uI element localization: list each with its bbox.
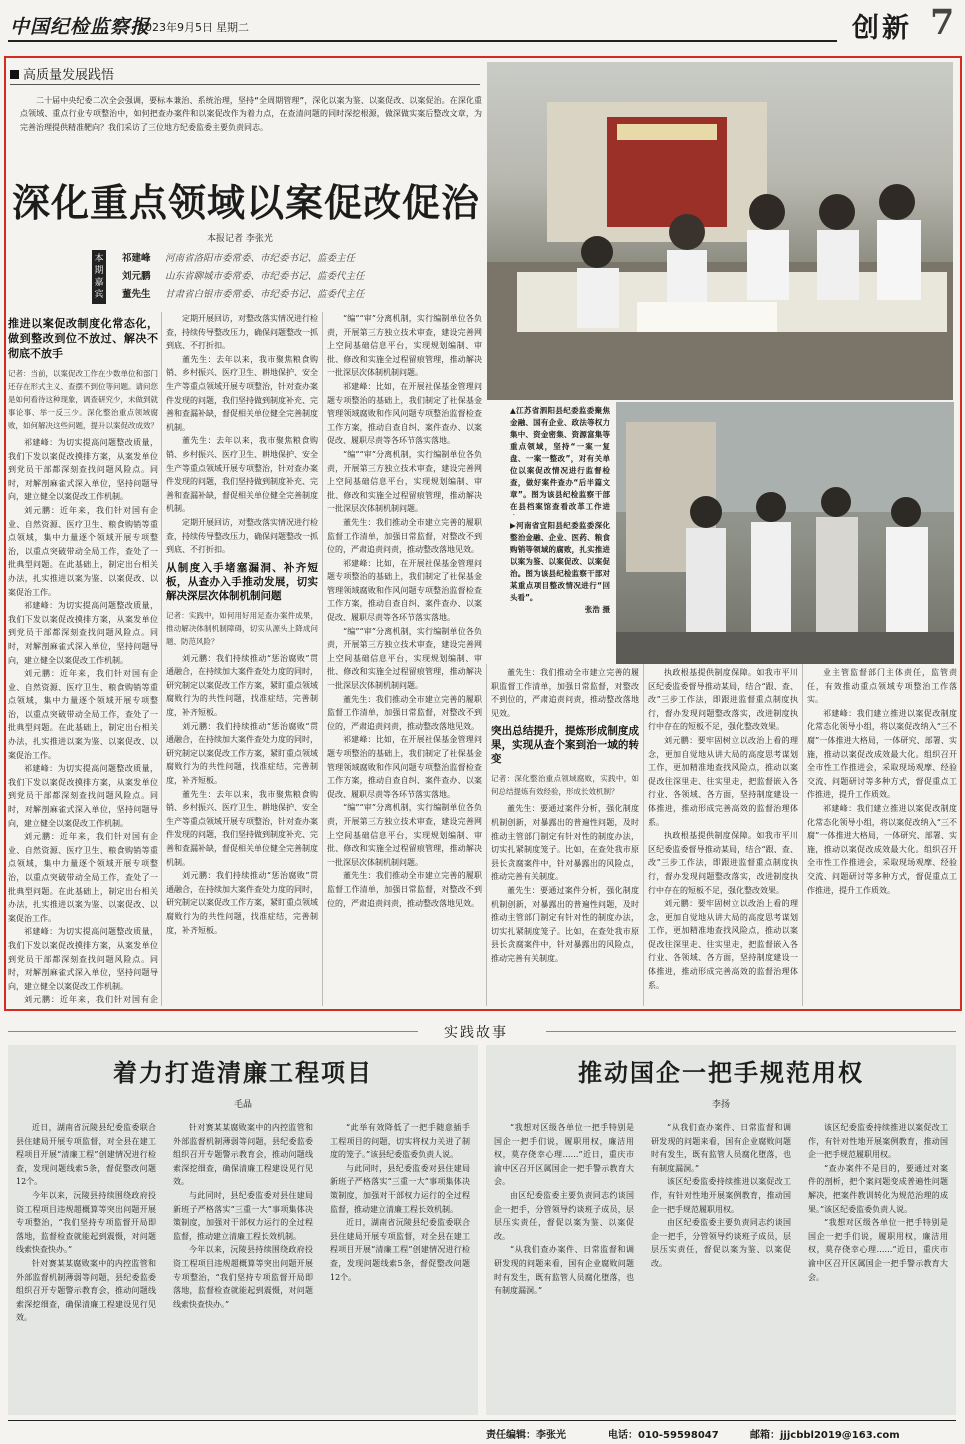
masthead — [0, 0, 965, 48]
column-divider — [802, 664, 803, 1006]
photo-caption-1: ▲江苏省泗阳县纪委监委聚焦金融、国有企业、政法等权力集中、资金密集、资源富集等重点领域，坚持“一案一复盘、一案一整改”，对有关单位以案促改情况进行监督检查，做好案件查办“后半篇文章”。图为该县纪检监察干部在县档案馆查看改革工作进 — [510, 406, 610, 511]
subhead-1: 推进以案促改制度化常态化，做到整改到位不放过、解决不彻底不放手 — [8, 317, 158, 360]
story-2 — [486, 1045, 956, 1415]
story-2-col-1: “我想对区级各单位一把手特别是国企一把手们说，履职用权，廉洁用权，莫存侥幸心理……”近日，重庆市渝中区召开区属国企一把手警示教育大会。 由区纪委监委主要负责同志约谈国企一把手，分管领导约谈班子成员，层层压实责任，督促以案为鉴、以案促改。 “从我们查办案件、日常监督和调研发现的问题来看，国有企业腐败问题时有发生，既有监管人员腐化堕落，也有制度漏洞。” — [494, 1123, 634, 1296]
feature-column-1: 推进以案促改制度化常态化，做到整改到位不放过、解决不彻底不放手 记者：当前，以案促改工作在少数单位和部门还存在形式主义、查摆不到位等问题。请问您是如何看待这种现象，调查研究少，未做到就事论事、举一反三少。深化整治重点领域腐败，如何解决这些问题，提升以案促改成效？ 祁建峰：为切实提高问题整改质量，我们下发以案促改摸排方案，从案发单位到党员干部都深刻查找问题风险点。同时，对解剖麻雀式深入单位，坚持问题导向，建立健全以案促改工作机制。 刘元鹏：近年来，我们针对国有企业、自然资源、医疗卫生、粮食购销等重点领域，集中力量逐个领域开展专项整治，以重点突破带动全局工作，查处了一批典型问题。在此基础上，制定出台相关办法，扎实推进以案为鉴、以案促改、以案促治工作。 祁建峰：为切实提高问题整改质量，我们下发以案促改摸排方案，从案发单位到党员干部都深刻查找问题风险点。同时，对解剖麻雀式深入单位，坚持问题导向，建立健全以案促改工作机制。 刘元鹏：近年来，我们针对国有企业、自然资源、医疗卫生、粮食购销等重点领域，集中力量逐个领域开展专项整治，以重点突破带动全局工作，查处了一批典型问题。在此基础上，制定出台相关办法，扎实推进以案为鉴、以案促改、以案促治工作。 祁建峰：为切实提高问题整改质量，我们下发以案促改摸排方案，从案发单位到党员干部都深刻查找问题风险点。同时，对解剖麻雀式深入单位，坚持问题导向，建立健全以案促改工作机制。 刘元鹏：近年来，我们针对国有企业、自然资源、医疗卫生、粮食购销等重点领域，集中力量逐个领域开展专项整治，以重点突破带动全局工作，查处了一批典型问题。在此基础上，制定出台相关办法，扎实推进以案为鉴、以案促改、以案促治工作。 祁建峰：为切实提高问题整改质量，我们下发以案促改摸排方案，从案发单位到党员干部都深刻查找问题风险点。同时，对解剖麻雀式深入单位，坚持问题导向，建立健全以案促改工作机制。 刘元鹏：近年来，我们针对国有企 — [8, 317, 158, 1005]
section-name: 创新 — [852, 13, 912, 44]
feature-column-6: 业主管监督部门主体责任，监管责任，有效推动重点领域专项整治工作落实。 祁建峰：我们建立推进以案促改制度化常态化领导小组，将以案促改纳入“三不腐”一体推进大格局，一体研究、部署、实施，推动以案促改成效最大化。组织召开全市性工作推进会，采取现场观摩、经验交流、问题研讨等多种方式，督促重点工作推进，提升工作质效。 祁建峰：我们建立推进以案促改制度化常态化领导小组，将以案促改纳入“三不腐”一体推进大格局，一体研究、部署、实施，推动以案促改成效最大化。组织召开全市性工作推进会，采取现场观摩、经验交流、问题研讨等多种方式，督促重点工作推进，提升工作质效。 — [807, 668, 957, 895]
photo-site-visit-illustration — [616, 402, 954, 664]
feature-column-3: “编”“审”分离机制，实行编制单位各负责，开展第三方独立技术审查，建设完善网上空间基础信息平台，实现规划编制、审批、修改和实施全过程留痕管理，推动解决一批深层次体制机制问题。 祁建峰：比如，在开展社保基金管理问题专项整治的基础上，我们制定了社保基金管理领域腐败和作风问题专项整治监督检查工作方案，推动自查自纠、案件查办、以案促改、履职尽责等各环节落实落地。 “编”“审”分离机制，实行编制单位各负责，开展第三方独立技术审查，建设完善网上空间基础信息平台，实现规划编制、审批、修改和实施全过程留痕管理，推动解决一批深层次体制机制问题。 董先生：我们推动全市建立完善的履职监督工作清单，加强日常监督，对整改不到位的，严肃追责问责，推动整改落地见效。 祁建峰：比如，在开展社保基金管理问题专项整治的基础上，我们制定了社保基金管理领域腐败和作风问题专项整治监督检查工作方案，推动自查自纠、案件查办、以案促改、履职尽责等各环节落实落地。 “编”“审”分离机制，实行编制单位各负责，开展第三方独立技术审查，建设完善网上空间基础信息平台，实现规划编制、审批、修改和实施全过程留痕管理，推动解决一批深层次体制机制问题。 董先生：我们推动全市建立完善的履职监督工作清单，加强日常监督，对整改不到位的，严肃追责问责，推动整改落地见效。 祁建峰：比如，在开展社保基金管理问题专项整治的基础上，我们制定了社保基金管理领域腐败和作风问题专项整治监督检查工作方案，推动自查自纠、案件查办、以案促改、履职尽责等各环节落实落地。 “编”“审”分离机制，实行编制单位各负责，开展第三方独立技术审查，建设完善网上空间基础信息平台，实现规划编制、审批、修改和实施全过程留痕管理，推动解决一批深层次体制机制问题。 董先生：我们推动全市建立完善的履职监督工作清单，加强日常监督，对整改不到位的，严肃追责问责，推动整改落地见效。 — [327, 314, 482, 908]
guest-label: 本期嘉宾 — [92, 250, 106, 304]
story-1-title: 着力打造清廉工程项目 — [113, 1058, 373, 1087]
subhead-2: 从制度入手堵塞漏洞、补齐短板，从查办入手推动发展，切实解决深层次体制机制问题 — [166, 561, 318, 602]
guest-list — [122, 250, 462, 304]
story-1-col-1: 近日，湖南省沅陵县纪委监委联合县住建局开展专项监督，对全县在建工程项目开展“清廉工程”创建情况进行检查，发现问题线索5条，督促整改问题12个。 今年以来，沅陵县持续围绕政府投资工程项目违规超概算等突出问题开展专项整治，“我们坚持专项监督开局即落地，监督检查就能起到震慑，对问题线索快查快办。” 针对赛某某腐败案中的内控监管和外部监督机制薄弱等问题，县纪委监委组织召开专题警示教育会，推动问题线索深挖细查，确保清廉工程建设见行见效。 — [16, 1123, 156, 1323]
issue-weekday: 星期二 — [216, 21, 249, 34]
feature-column-2: 定期开展回访，对整改落实情况进行检查，持续传导整改压力，确保问题整改一抓到底、不打折扣。 董先生：去年以来，我市聚焦粮食购销、乡村振兴、医疗卫生、耕地保护、安全生产等重点领域开展专项整治，针对查办案件发现的问题，我们坚持做到制度补充、完善和查漏补缺，督促相关单位健全完善制度机制。 董先生：去年以来，我市聚焦粮食购销、乡村振兴、医疗卫生、耕地保护、安全生产等重点领域开展专项整治，针对查办案件发现的问题，我们坚持做到制度补充、完善和查漏补缺，督促相关单位健全完善制度机制。 定期开展回访，对整改落实情况进行检查，持续传导整改压力，确保问题整改一抓到底、不打折扣。 从制度入手堵塞漏洞、补齐短板，从查办入手推动发展，切实解决深层次体制机制问题 记者：实践中，如何用好用足查办案件成果，推动解决体制机制障碍，切实从源头上降成问题、防范风险？ 刘元鹏：我们持续推动“惩治腐败”贯通融合，在持续加大案件查处力度的同时，研究制定以案促改工作方案，紧盯重点领域腐败行为的共性问题，找准症结，完善制度，补齐短板。 刘元鹏：我们持续推动“惩治腐败”贯通融合，在持续加大案件查处力度的同时，研究制定以案促改工作方案，紧盯重点领域腐败行为的共性问题，找准症结，完善制度，补齐短板。 董先生：去年以来，我市聚焦粮食购销、乡村振兴、医疗卫生、耕地保护、安全生产等重点领域开展专项整治，针对查办案件发现的问题，我们坚持做到制度补充、完善和查漏补缺，督促相关单位健全完善制度机制。 刘元鹏：我们持续推动“惩治腐败”贯通融合，在持续加大案件查处力度的同时，研究制定以案促改工作方案，紧盯重点领域腐败行为的共性问题，找准症结，完善制度，补齐短板。 — [166, 314, 318, 935]
feature-column-5: 执政根基提供制度保障。如我市平川区纪委监委督导推动某局，结合“跟、查、改”三步工作法，即跟进监督重点制度执行，督办发现问题整改落实，改进制度执行中存在的短板不足，强化整改效果。 刘元鹏：要牢固树立以改治上看的理念，更加自觉地从讲大局的高度思考谋划工作，更加精准地查找风险点，推动以案促改往深里走、往实里走，把监督嵌入各行业、各领域、各方面，坚持制度建设一体推进，推动形成完善高效的监督治理体系。 执政根基提供制度保障。如我市平川区纪委监委督导推动某局，结合“跟、查、改”三步工作法，即跟进监督重点制度执行，督办发现问题整改落实，改进制度执行中存在的短板不足，强化整改效果。 刘元鹏：要牢固树立以改治上看的理念，更加自觉地从讲大局的高度思考谋划工作，更加精准地查找风险点，推动以案促改往深里走、往实里走，把监督嵌入各行业、各领域、各方面，坚持制度建设一体推进，推动形成完善高效的监督治理体系。 — [648, 668, 798, 990]
story-2-author: 李扬 — [711, 1100, 730, 1110]
feature-byline: 本报记者 李张光 — [207, 234, 273, 244]
column-rule — [10, 84, 480, 85]
feature-title: 深化重点领域以案促改促治 — [12, 180, 481, 225]
column-divider — [161, 312, 162, 1006]
column-divider — [643, 664, 644, 1006]
band-label: 实践故事 — [444, 1025, 508, 1041]
story-2-col-3: 该区纪委监委持续推进以案促改工作，有针对性地开展案例教育，推动国企一把手规范履职用权。 “查办案件不是目的，要通过对案件的剖析，把个案问题变成普遍性问题解决，把案件教训转化为规范治理的成果。”该区纪委监委负责人说。 “我想对区级各单位一把手特别是国企一把手们说，履职用权，廉洁用权，莫存侥幸心理……”近日，重庆市渝中区召开区属国企一把手警示教育大会。 — [808, 1123, 948, 1282]
page-number: 7 — [930, 2, 955, 43]
practice-band — [0, 1018, 965, 1042]
story-1-author: 毛晶 — [233, 1100, 252, 1110]
footer-email: 邮箱：jjjcbbl2019@163.com — [750, 1430, 900, 1441]
story-1-col-3: “此举有效降低了一把手随意插手工程项目的问题，切实将权力关进了制度的笼子。”该县纪委监委负责人说。 与此同时，县纪委监委对县住建局新班子严格落实“三重一大”事项集体决策制度，加强对干部权力运行的全过程监督，推动建立清廉工程长效机制。 近日，湖南省沅陵县纪委监委联合县住建局开展专项监督，对全县在建工程项目开展“清廉工程”创建情况进行检查，发现问题线索5条，督促整改问题12个。 — [330, 1123, 470, 1282]
band-rule-right — [546, 1031, 956, 1032]
feature-column-4: 董先生：我们推动全市建立完善的履职监督工作清单，加强日常监督，对整改不到位的，严肃追责问责，推动整改落地见效。 突出总结提升，提炼形成制度成果，实现从查个案到治一域的转变 记者：深化整治重点领域腐败，实践中，如何总结提炼有效经验，形成长效机制？ 董先生：要通过案件分析，强化制度机制创新，对暴露出的普遍性问题，及时推动主管部门制定有针对性的制度办法，切实扎紧制度笼子。比如，在查处我市原县长贪腐案件中，针对暴露出的风险点，推动完善有关制度。 董先生：要通过案件分析，强化制度机制创新，对暴露出的普遍性问题，及时推动主管部门制定有针对性的制度办法，切实扎紧制度笼子。比如，在查处我市原县长贪腐案件中，针对暴露出的风险点，推动完善有关制度。 — [491, 668, 639, 963]
footer — [0, 1418, 965, 1444]
masthead-rule — [8, 40, 837, 42]
footer-editor: 责任编辑：李张光 — [486, 1430, 566, 1441]
guest-item: 董先生 甘肃省白银市委常委、市纪委书记、监委代主任 — [122, 289, 365, 300]
photo-inspection-illustration — [487, 62, 953, 400]
footer-phone: 电话：010-59598047 — [608, 1430, 719, 1441]
newspaper-logo: 中国纪检监察报 — [10, 16, 151, 38]
story-1-col-2: 针对赛某某腐败案中的内控监管和外部监督机制薄弱等问题，县纪委监委组织召开专题警示教育会，推动问题线索深挖细查，确保清廉工程建设见行见效。 与此同时，县纪委监委对县住建局新班子严格落实“三重一大”事项集体决策制度，加强对干部权力运行的全过程监督，推动建立清廉工程长效机制。 今年以来，沅陵县持续围绕政府投资工程项目违规超概算等突出问题开展专项整治，“我们坚持专项监督开局即落地，监督检查就能起到震慑，对问题线索快查快办。” — [173, 1123, 313, 1309]
guest-item: 祁建峰 河南省洛阳市委常委、市纪委书记、监委主任 — [122, 253, 356, 264]
story-2-title: 推动国企一把手规范用权 — [578, 1058, 864, 1087]
column-divider — [322, 312, 323, 1006]
photo-inspection — [487, 62, 953, 400]
band-rule-left — [8, 1031, 418, 1032]
column-marker-icon — [10, 70, 19, 79]
story-2-col-2: “从我们查办案件、日常监督和调研发现的问题来看，国有企业腐败问题时有发生，既有监管人员腐化堕落，也有制度漏洞。” 该区纪委监委持续推进以案促改工作，有针对性地开展案例教育，推动国企一把手规范履职用权。 由区纪委监委主要负责同志约谈国企一把手，分管领导约谈班子成员，层层压实责任，督促以案为鉴、以案促改。 — [651, 1123, 791, 1268]
guest-item: 刘元鹏 山东省聊城市委常委、市纪委书记、监委代主任 — [122, 271, 365, 282]
issue-date: 2023年9月5日 — [138, 21, 213, 34]
story-1 — [8, 1045, 478, 1415]
subhead-3: 突出总结提升，提炼形成制度成果，实现从查个案到治一域的转变 — [491, 725, 639, 766]
photo-caption-2: ▶河南省宜阳县纪委监委深化整治金融、企业、医药、粮食购销等领域的腐败，扎实推进以案为鉴、以案促改、以案促治。图为该县纪检监察干部对某重点项目整改情况进行“回头看”。 张浩 摄 — [510, 521, 610, 614]
column-label: 高质量发展践悟 — [10, 64, 114, 83]
column-divider — [486, 664, 487, 1006]
feature-intro: 二十届中央纪委二次全会强调，要标本兼治、系统治理，坚持“全周期管理”，深化以案为鉴、以案促改、以案促治。在深化重点领域、重点行业专项整治中，如何把查办案件和以案促改作为着力点，在查清问题的同时深挖根源，做深做实案后整改文章，为完善治理提供精准靶向？我们采访了三位地方纪委监委主要负责同志。 — [20, 96, 482, 132]
footer-rule — [8, 1420, 956, 1421]
photo-site-visit — [616, 402, 954, 664]
